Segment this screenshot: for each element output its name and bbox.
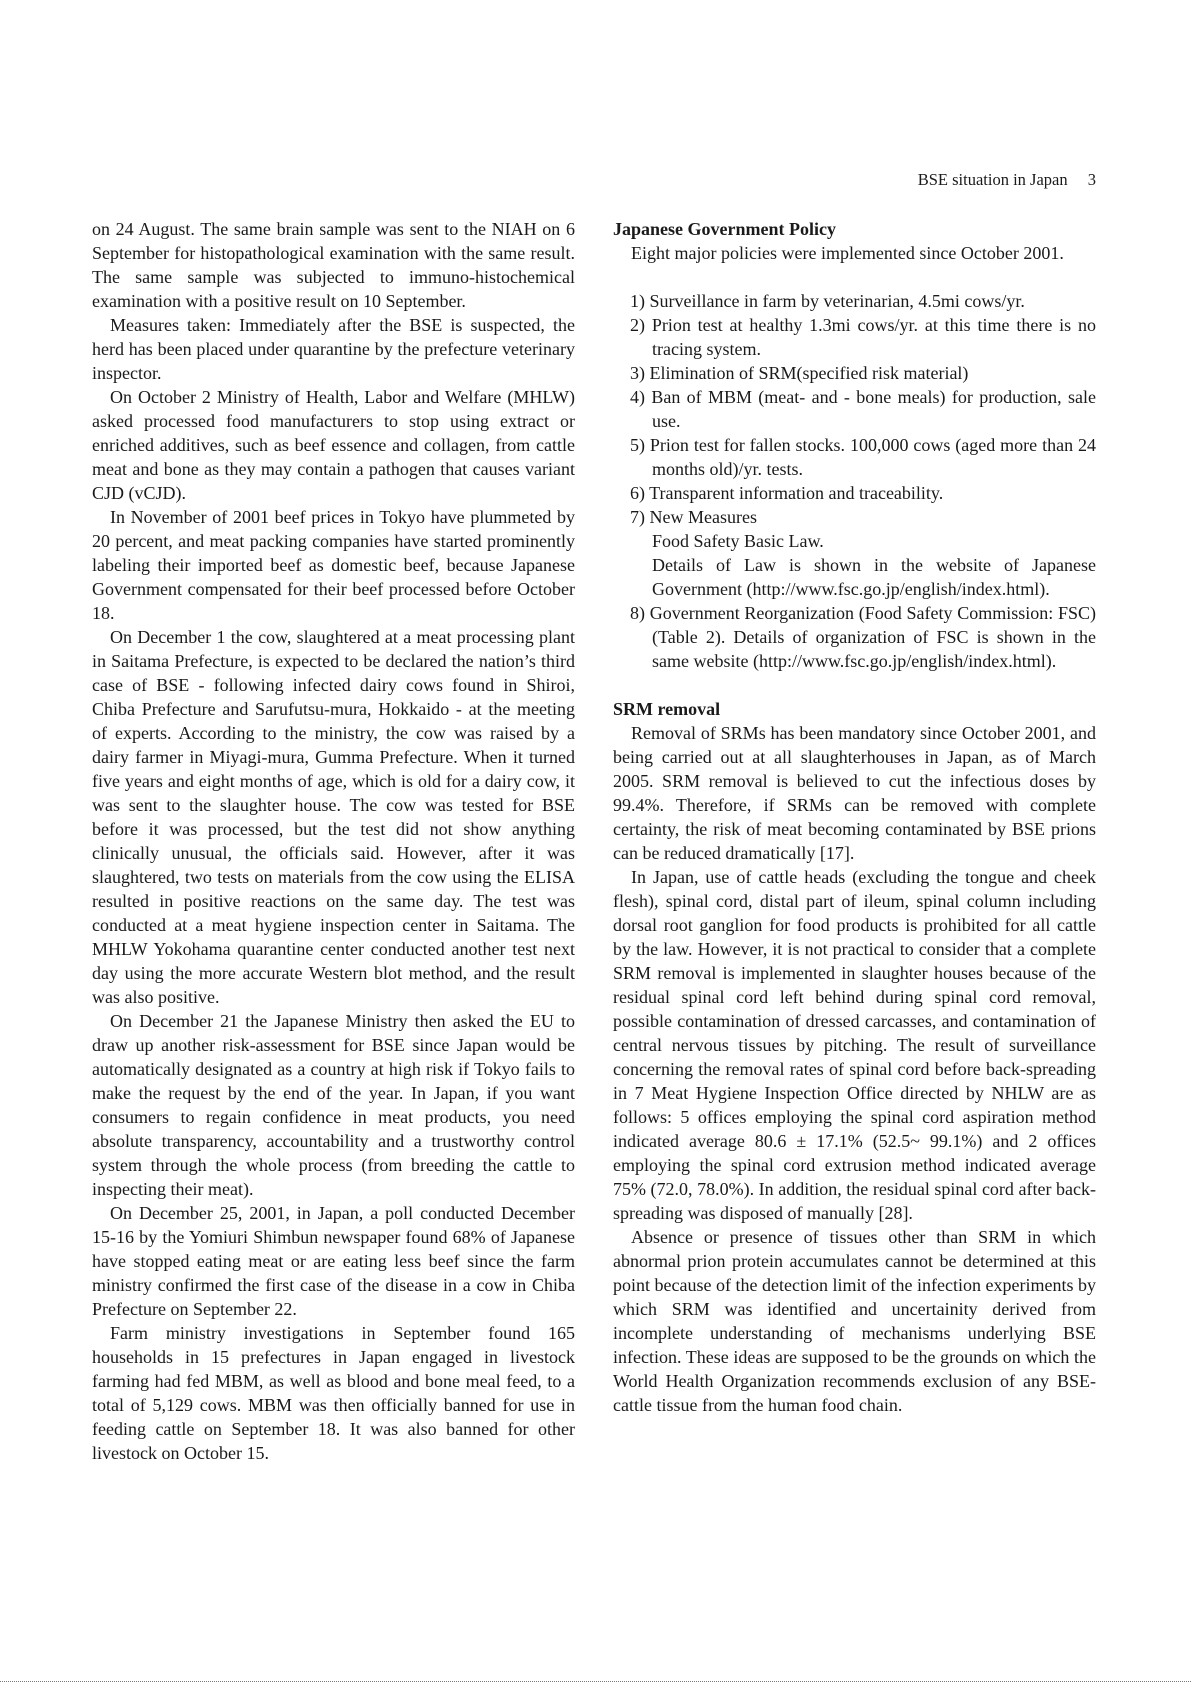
policy-intro: Eight major policies were implemented since October 2001. xyxy=(631,243,1064,263)
paragraph: Absence or presence of tissues other than SRM in which abnormal prion protein accumulates cannot be determined at this point because of the detection limit of the infection experiments by which SRM was identified and uncertainity derived from incomplete understanding of mechanisms underlying BSE infection. These ideas are supposed to be the grounds on which the World Health Organization recommends exclusion of any BSE-cattle tissue from the human food chain. xyxy=(613,1227,1096,1415)
policy-item: 4) Ban of MBM (meat- and - bone meals) for production, sale use. xyxy=(630,387,1096,431)
policy-item-label: 7) New Measures xyxy=(630,507,757,527)
footer-rule xyxy=(0,1681,1191,1683)
paragraph: On December 21 the Japanese Ministry then asked the EU to draw up another risk-assessment for BSE since Japan would be automatically designated as a country at high risk if Tokyo fails to make the request by the end of the year. In Japan, if you want consumers to regain confidence in meat products, you need absolute transparency, accountability and a trustworthy control system through the whole process (from breeding the cattle to inspecting their meat). xyxy=(92,1011,575,1199)
right-column xyxy=(613,217,1096,1417)
spacer xyxy=(613,673,1096,697)
policy-item: 1) Surveillance in farm by veterinarian, 4.5mi cows/yr. xyxy=(630,291,1025,311)
left-column xyxy=(92,217,575,1465)
section-heading-srm: SRM removal xyxy=(613,699,721,719)
running-header xyxy=(918,170,1096,190)
paragraph: On December 25, 2001, in Japan, a poll conducted December 15-16 by the Yomiuri Shimbun newspaper found 68% of Japanese have stopped eating meat or are eating less beef since the farm ministry confirmed the first case of the disease in a cow in Chiba Prefecture on September 22. xyxy=(92,1203,575,1319)
running-title: BSE situation in Japan xyxy=(917,170,1068,189)
policy-sub-item: Details of Law is shown in the website of Japanese Government (http://www.fsc.go.jp/english/index.html). xyxy=(652,555,1096,599)
paragraph: In November of 2001 beef prices in Tokyo have plummeted by 20 percent, and meat packing companies have started prominently labeling their imported beef as domestic beef, because Japanese Government compensated for their beef processed before October 18. xyxy=(92,507,575,623)
policy-item: 8) Government Reorganization (Food Safety Commission: FSC) (Table 2). Details of organization of FSC is shown in the same website (http://www.fsc.go.jp/english/index.html). xyxy=(630,603,1096,671)
page-number: 3 xyxy=(1087,170,1096,189)
paragraph: On October 2 Ministry of Health, Labor and Welfare (MHLW) asked processed food manufacturers to stop using extract or enriched additives, such as beef essence and collagen, from cattle meat and bone as they may contain a pathogen that causes variant CJD (vCJD). xyxy=(92,387,575,503)
policy-list xyxy=(613,289,1096,673)
spacer xyxy=(613,265,1096,289)
policy-item-7 xyxy=(630,505,1096,601)
paragraph: On December 1 the cow, slaughtered at a meat processing plant in Saitama Prefecture, is expected to be declared the nation’s third case of BSE - following infected dairy cows found in Shiroi, Chiba Prefecture and Sarufutsu-mura, Hokkaido - at the meeting of experts. According to the ministry, the cow was raised by a dairy farmer in Miyagi-mura, Gumma Prefecture. When it turned five years and eight months of age, which is old for a dairy cow, it was sent to the slaughter house. The cow was tested for BSE before it was processed, but the test did not show anything clinically unusual, the officials said. However, after it was slaughtered, two tests on materials from the cow using the ELISA resulted in positive reactions on the same day. The test was conducted at a meat hygiene inspection center in Saitama. The MHLW Yokohama quarantine center conducted another test next day using the more accurate Western blot method, and the result was also positive. xyxy=(92,627,575,1007)
paragraph: Farm ministry investigations in September found 165 households in 15 prefectures in Japan engaged in livestock farming had fed MBM, as well as blood and bone meal feed, to a total of 5,129 cows. MBM was then officially banned for use in feeding cattle on September 18. It was also banned for other livestock on October 15. xyxy=(92,1323,575,1463)
paragraph: Measures taken: Immediately after the BSE is suspected, the herd has been placed under quarantine by the prefecture veterinary inspector. xyxy=(92,315,575,383)
paragraph: Removal of SRMs has been mandatory since October 2001, and being carried out at all slaughterhouses in Japan, as of March 2005. SRM removal is believed to cut the infectious doses by 99.4%. Therefore, if SRMs can be removed with complete certainty, the risk of meat becoming contaminated by BSE prions can be reduced dramatically [17]. xyxy=(613,723,1096,863)
policy-item: 2) Prion test at healthy 1.3mi cows/yr. at this time there is no tracing system. xyxy=(630,315,1096,359)
policy-sub-item: Food Safety Basic Law. xyxy=(652,531,824,551)
policy-item: 5) Prion test for fallen stocks. 100,000 cows (aged more than 24 months old)/yr. tests. xyxy=(630,435,1096,479)
paragraph: In Japan, use of cattle heads (excluding the tongue and cheek flesh), spinal cord, distal part of ileum, spinal column including dorsal root ganglion for food products is prohibited for all cattle by the law. However, it is not practical to consider that a complete SRM removal is implemented in slaughter houses because of the residual spinal cord left behind during spinal cord removal, possible contamination of dressed carcasses, and contamination of central nervous tissues by pitching. The result of surveillance concerning the removal rates of spinal cord before back-spreading in 7 Meat Hygiene Inspection Office directed by NHLW are as follows: 5 offices employing the spinal cord aspiration method indicated average 80.6 ± 17.1% (52.5~ 99.1%) and 2 offices employing the spinal cord extrusion method indicated average 75% (72.0, 78.0%). In addition, the residual spinal cord after back-spreading was disposed of manually [28]. xyxy=(613,867,1096,1223)
section-heading-policy: Japanese Government Policy xyxy=(613,219,836,239)
paragraph: on 24 August. The same brain sample was sent to the NIAH on 6 September for histopathological examination with the same result. The same sample was subjected to immuno-histochemical examination with a positive result on 10 September. xyxy=(92,219,575,311)
policy-item: 3) Elimination of SRM(specified risk material) xyxy=(630,363,969,383)
policy-item: 6) Transparent information and traceability. xyxy=(630,483,944,503)
